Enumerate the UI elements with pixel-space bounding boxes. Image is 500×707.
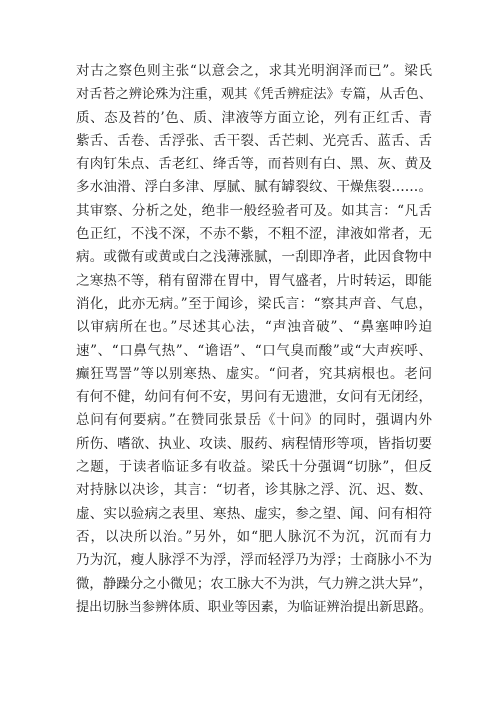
text-line: 提出切脉当参辨体质、职业等因素，为临证辨治提出新思路。: [76, 599, 432, 615]
text-line: 对古之察色则主张“以意会之，求其光明润泽而已”。梁氏: [76, 63, 432, 79]
text-line: 速”、“口鼻气热”、“谵语”、“口气臭而酸”或“大声疾呼、: [76, 342, 432, 359]
text-line: 癫狂骂詈”等以别寒热、虚实。“问者，究其病根也。老问: [76, 365, 432, 382]
text-line: 以审病所在也。”尽述其心法，“声浊音破”、“鼻塞呻吟迫: [76, 319, 432, 336]
text-line: 消化，此亦无病。”至于闻诊，梁氏言：“察其声音、气息，: [76, 295, 432, 312]
text-line: 虚、实以验病之表里、寒热、虚实，参之望、闻、问有相符: [76, 505, 432, 522]
text-line: 之题，于读者临证多有收益。梁氏十分强调“切脉”，但反: [76, 459, 432, 476]
text-line: 有肉钉朱点、舌老红、绛舌等，而苔则有白、黑、灰、黄及: [76, 156, 432, 173]
text-line: 病。或微有或黄或白之浅薄涨腻，一刮即净者，此因食物中: [76, 249, 432, 266]
text-line: 微，静躁分之小微见；农工脉大不为洪，气力辨之洪大异”，: [76, 576, 432, 592]
text-line: 质、态及苔的’色、质、津液等方面立论，列有正红舌、青: [76, 109, 432, 126]
text-line: 之寒热不等，稍有留滞在胃中，胃气盛者，片时转运，即能: [76, 272, 432, 289]
text-line: 乃为沉，瘦人脉浮不为浮，浮而轻浮乃为浮；士商脉小不为: [76, 552, 432, 569]
text-line: 有何不健，幼问有何不安，男问有无遗泄，女问有无闭经，: [76, 389, 432, 406]
text-line: 所伤、嗜欲、执业、攻读、服药、病程情形等项，皆指切要: [76, 435, 432, 452]
text-line: 多水油滑、浮白多津、厚腻、腻有罅裂纹、干燥焦裂……。: [76, 179, 432, 196]
body-text: [76, 60, 432, 619]
text-line: 对舌苔之辨论殊为注重，观其《凭舌辨症法》专篇，从舌色、: [76, 87, 432, 103]
text-line: 否，以决所以治。”另外，如“肥人脉沉不为沉，沉而有力: [76, 528, 432, 545]
text-line: 其审察、分析之处，绝非一般经验者可及。如其言：“凡舌: [76, 202, 432, 219]
text-line: 总问有何要病。”在赞同张景岳《十问》的同时，强调内外: [76, 412, 432, 429]
text-line: 色正红，不浅不深，不赤不紫，不粗不涩，津液如常者，无: [76, 226, 432, 243]
text-line: 对持脉以决诊，其言：“切者，诊其脉之浮、沉、迟、数、: [76, 482, 432, 499]
text-line: 紫舌、舌卷、舌浮张、舌干裂、舌芒刺、光亮舌、蓝舌、舌: [76, 132, 432, 149]
